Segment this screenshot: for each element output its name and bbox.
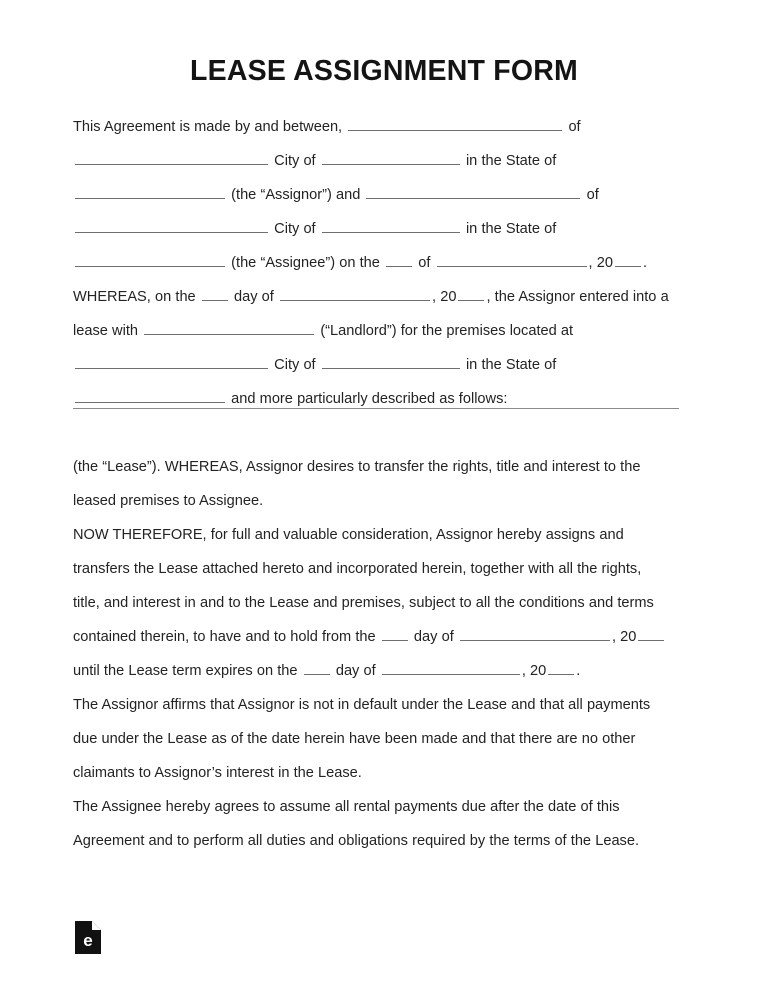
whereas-line-2-text-a: lease with [73, 323, 138, 339]
now-therefore-line-5-text-a: until the Lease term expires on the [73, 663, 298, 679]
assignor-city-blank[interactable] [322, 150, 460, 165]
document-body [73, 110, 679, 858]
parties-line-5 [73, 246, 679, 280]
assignee-agrees-line-1: The Assignee hereby agrees to assume all rental payments due after the date of this [73, 799, 620, 815]
now-therefore-line-4-text-b: day of [413, 629, 454, 645]
now-therefore-line-5-text-b: day of [335, 663, 376, 679]
assignor-affirms-line-3: claimants to Assignor’s interest in the Lease. [73, 765, 362, 781]
parties-line-5-text-d: . [643, 255, 648, 271]
paragraph-assignee-agrees [73, 790, 679, 858]
paragraph-now-therefore [73, 518, 679, 688]
parties-line-4-text-a: City of [274, 221, 316, 237]
now-therefore-line-1: NOW THEREFORE, for full and valuable consideration, Assignor hereby assigns and [73, 527, 624, 543]
parties-line-3-text-b: of [586, 187, 599, 203]
premises-city-blank[interactable] [322, 354, 460, 369]
agreement-month-blank[interactable] [437, 252, 587, 267]
whereas-line-4-text-a: and more particularly described as follows: [231, 391, 508, 407]
whereas-line-4 [73, 382, 679, 416]
term-end-day-blank[interactable] [304, 660, 330, 675]
assignor-affirms-line-2: due under the Lease as of the date herein have been made and that there are no other [73, 731, 636, 747]
svg-text:e: e [83, 931, 93, 950]
paragraph-parties [73, 110, 679, 280]
now-therefore-line-4 [73, 620, 679, 654]
parties-line-1 [73, 110, 679, 144]
agreement-day-blank[interactable] [386, 252, 412, 267]
now-therefore-line-5-text-c: , 20 [521, 663, 547, 679]
legal-description-blank[interactable] [73, 408, 679, 409]
assignee-name-blank[interactable] [366, 184, 580, 199]
parties-line-3-text-a: (the “Assignor”) and [231, 187, 361, 203]
agreement-year-blank[interactable] [615, 252, 641, 267]
assignee-agrees-line-2: Agreement and to perform all duties and obligations required by the terms of the Lease. [73, 833, 640, 849]
assignor-affirms-line-1: The Assignor affirms that Assignor is not in default under the Lease and that all payments [73, 697, 651, 713]
parties-line-4 [73, 212, 679, 246]
term-start-year-blank[interactable] [638, 626, 664, 641]
assignor-address-blank[interactable] [75, 150, 268, 165]
now-therefore-line-2: transfers the Lease attached hereto and incorporated herein, together with all the rights, [73, 561, 642, 577]
eforms-document-icon [75, 921, 101, 954]
whereas-line-3-text-a: City of [274, 357, 316, 373]
whereas-line-1-text-b: day of [234, 289, 274, 305]
whereas-line-1-text-a: WHEREAS, on the [73, 289, 196, 305]
term-end-year-blank[interactable] [548, 660, 574, 675]
premises-address-blank[interactable] [75, 354, 268, 369]
now-therefore-line-5-text-d: . [576, 663, 581, 679]
landlord-name-blank[interactable] [144, 320, 314, 335]
parties-line-5-text-c: , 20 [588, 255, 613, 271]
page-title: LEASE ASSIGNMENT FORM [190, 55, 578, 87]
assignee-state-blank[interactable] [75, 252, 225, 267]
assignor-name-blank[interactable] [348, 116, 562, 131]
lease-definition-text: (the “Lease”). WHEREAS, Assignor desires to transfer the rights, title and interest to the leased premises to Assignee. [73, 459, 641, 509]
premises-state-blank[interactable] [75, 388, 225, 403]
whereas-line-1 [73, 280, 679, 314]
whereas-line-2 [73, 314, 679, 348]
term-start-day-blank[interactable] [382, 626, 408, 641]
legal-description-row [73, 416, 679, 450]
term-start-month-blank[interactable] [460, 626, 610, 641]
lease-year-blank[interactable] [458, 286, 484, 301]
parties-line-4-text-b: in the State of [465, 221, 557, 237]
now-therefore-line-4-text-c: , 20 [611, 629, 637, 645]
parties-line-3 [73, 178, 679, 212]
lease-day-blank[interactable] [202, 286, 228, 301]
assignee-city-blank[interactable] [322, 218, 460, 233]
paragraph-lease-definition [73, 450, 679, 518]
eforms-logo[interactable] [75, 921, 101, 954]
term-end-month-blank[interactable] [382, 660, 520, 675]
assignor-state-blank[interactable] [75, 184, 225, 199]
paragraph-assignor-affirms [73, 688, 679, 790]
whereas-line-1-text-d: , the Assignor entered into a [486, 289, 669, 305]
whereas-line-2-text-b: (“Landlord”) for the premises located at [320, 323, 574, 339]
now-therefore-line-4-text-a: contained therein, to have and to hold from the [73, 629, 376, 645]
parties-line-5-text-b: of [418, 255, 431, 271]
whereas-line-3-text-b: in the State of [465, 357, 557, 373]
now-therefore-line-3: title, and interest in and to the Lease and premises, subject to all the conditions and terms [73, 595, 654, 611]
parties-line-2-text-b: in the State of [465, 153, 557, 169]
parties-line-2-text-a: City of [274, 153, 316, 169]
parties-line-1-text-a: This Agreement is made by and between, [73, 119, 343, 135]
paragraph-whereas-lease [73, 280, 679, 416]
parties-line-1-text-b: of [568, 119, 581, 135]
now-therefore-line-5 [73, 654, 679, 688]
whereas-line-1-text-c: , 20 [432, 289, 457, 305]
lease-month-blank[interactable] [280, 286, 430, 301]
whereas-line-3 [73, 348, 679, 382]
assignee-address-blank[interactable] [75, 218, 268, 233]
parties-line-2 [73, 144, 679, 178]
parties-line-5-text-a: (the “Assignee”) on the [231, 255, 380, 271]
